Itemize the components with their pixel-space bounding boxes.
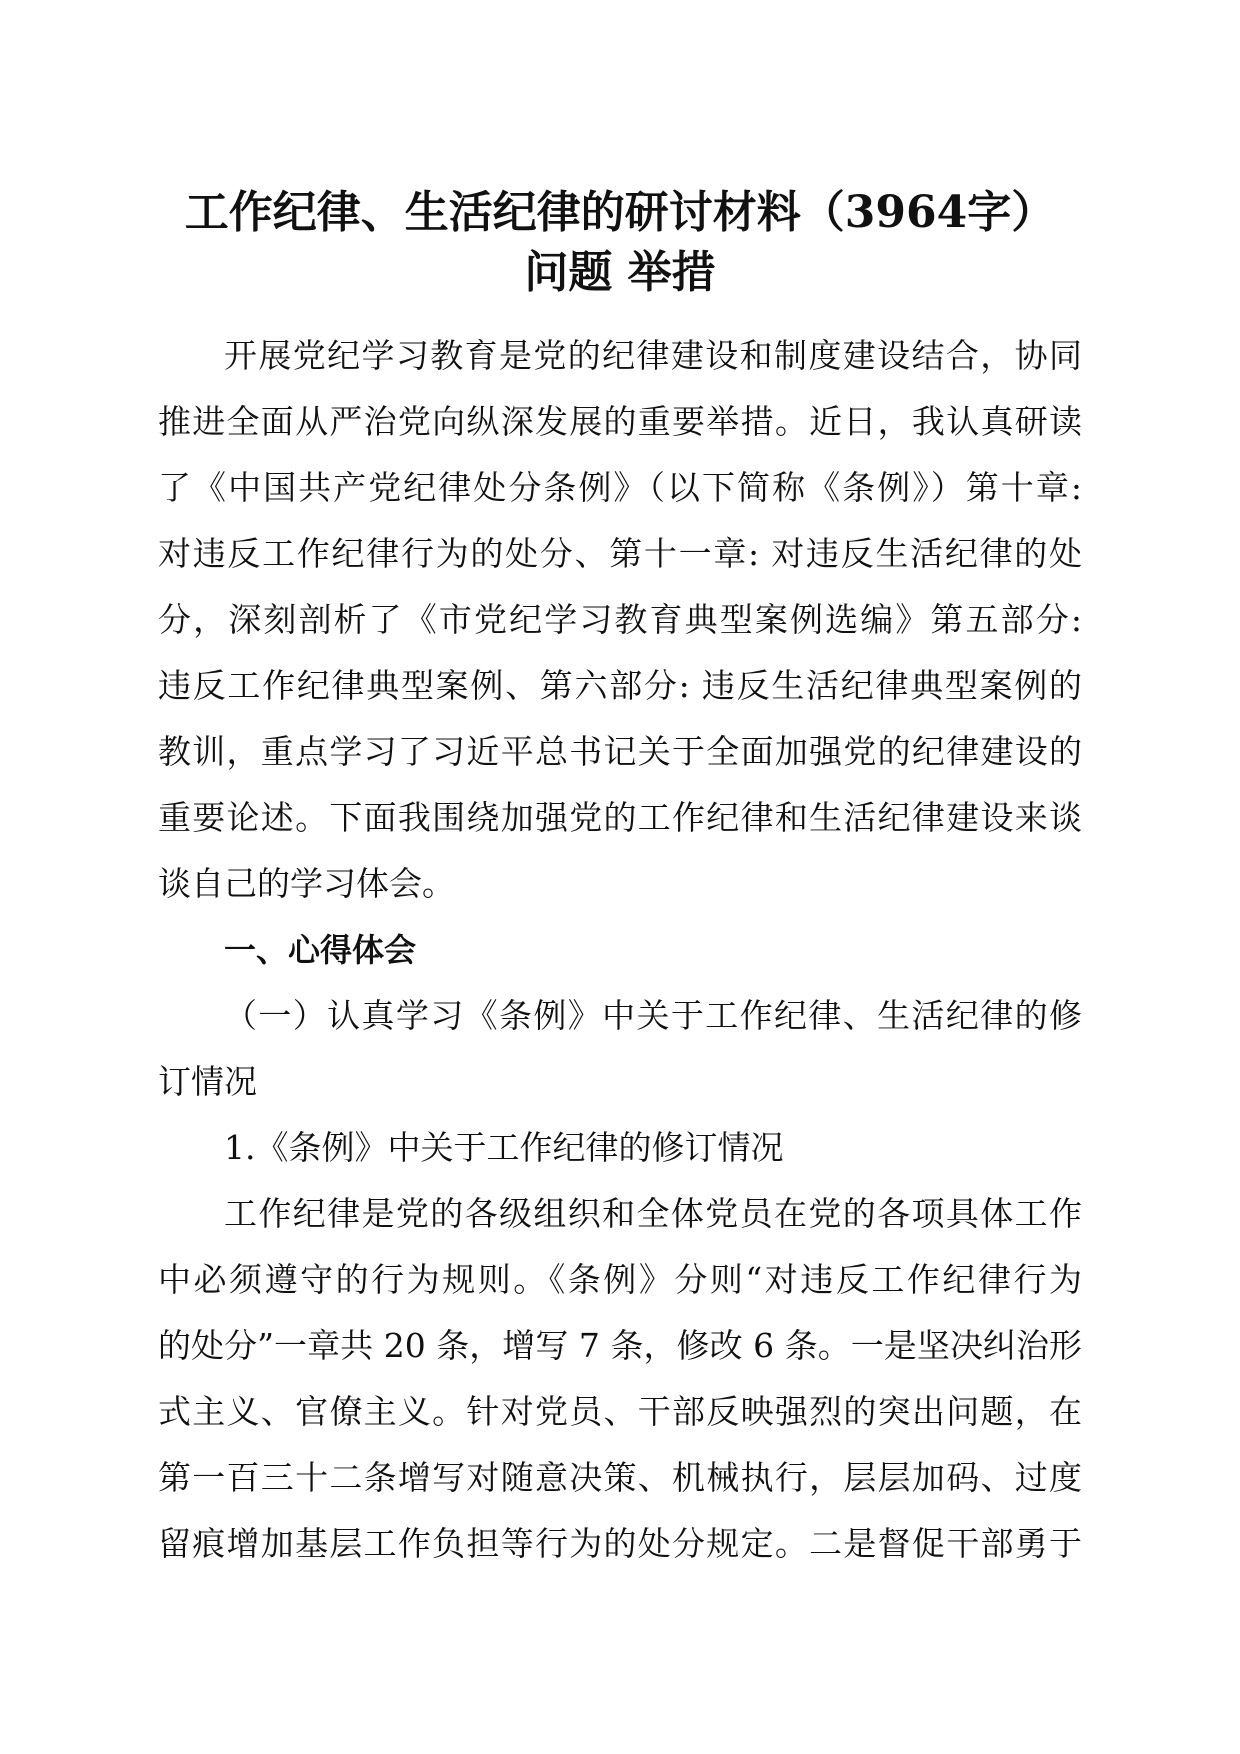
text-line: 开展党纪学习教育是党的纪律建设和制度建设结合，协同 (224, 336, 1082, 375)
text-line: 订情况 (158, 1062, 257, 1101)
text-line: 第一百三十二条增写对随意决策、机械执行，层层加码、过度 (158, 1458, 1082, 1497)
subsection-heading (158, 983, 1082, 1115)
text-line: 推进全面从严治党向纵深发展的重要举措。近日，我认真研读 (158, 402, 1082, 441)
item-heading: 1.《条例》中关于工作纪律的修订情况 (224, 1128, 784, 1167)
document-title: 工作纪律、生活纪律的研讨材料（3964字） (184, 187, 1056, 238)
intro-paragraph (158, 323, 1082, 917)
document-subtitle: 问题 举措 (524, 247, 716, 298)
text-line: 谈自己的学习体会。 (158, 864, 455, 903)
text-line: 违反工作纪律典型案例、第六部分: 违反生活纪律典型案例的 (158, 666, 1082, 705)
text-line: 中必须遵守的行为规则。《条例》分则“对违反工作纪律行为 (158, 1260, 1082, 1299)
text-line: （一）认真学习《条例》中关于工作纪律、生活纪律的修 (224, 996, 1082, 1035)
text-line: 的处分”一章共 20 条，增写 7 条，修改 6 条。一是坚决纠治形 (158, 1326, 1082, 1365)
text-line: 重要论述。下面我围绕加强党的工作纪律和生活纪律建设来谈 (158, 798, 1082, 837)
text-line: 分，深刻剖析了《市党纪学习教育典型案例选编》第五部分: (158, 600, 1082, 639)
text-line: 工作纪律是党的各级组织和全体党员在党的各项具体工作 (224, 1194, 1082, 1233)
section-heading: 一、心得体会 (224, 931, 417, 969)
document-body (158, 323, 1082, 1577)
text-line: 了《中国共产党纪律处分条例》（以下简称《条例》）第十章: (158, 468, 1082, 507)
text-line: 留痕增加基层工作负担等行为的处分规定。二是督促干部勇于 (158, 1524, 1082, 1563)
text-line: 教训，重点学习了习近平总书记关于全面加强党的纪律建设的 (158, 732, 1082, 771)
text-line: 式主义、官僚主义。针对党员、干部反映强烈的突出问题，在 (158, 1392, 1082, 1431)
text-line: 对违反工作纪律行为的处分、第十一章: 对违反生活纪律的处 (158, 534, 1082, 573)
body-paragraph (158, 1181, 1082, 1577)
